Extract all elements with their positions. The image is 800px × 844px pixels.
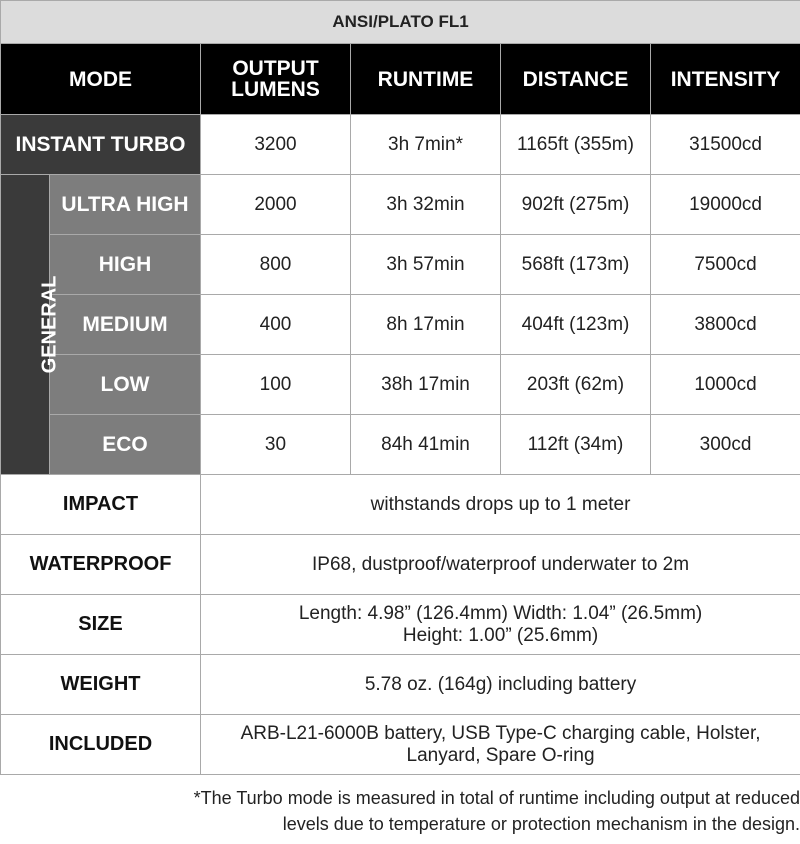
distance-cell: 1165ft (355m)	[501, 115, 651, 175]
general-label-text: GENERAL	[38, 275, 61, 374]
table-header-row	[1, 44, 800, 115]
header-output-line1: OUTPUT	[232, 57, 319, 80]
feature-row-included	[1, 715, 800, 775]
output-cell: 3200	[201, 115, 351, 175]
table-row	[1, 175, 800, 235]
mode-cell: MEDIUM	[50, 295, 201, 355]
footnote-line2: levels due to temperature or protection mechanism in the design.	[282, 814, 800, 834]
feature-value-line1: withstands drops up to 1 meter	[370, 493, 631, 515]
feature-value	[201, 655, 800, 715]
output-cell: 400	[201, 295, 351, 355]
intensity-cell: 1000cd	[651, 355, 800, 415]
general-group-label	[1, 175, 61, 475]
table-row-turbo	[1, 115, 800, 175]
feature-value	[201, 595, 800, 655]
output-cell: 800	[201, 235, 351, 295]
table-title: ANSI/PLATO FL1	[1, 1, 800, 44]
feature-value	[201, 535, 800, 595]
feature-value-line1: Length: 4.98” (126.4mm) Width: 1.04” (26.5mm)	[298, 602, 703, 624]
feature-label: WEIGHT	[1, 655, 201, 715]
feature-value-line1: 5.78 oz. (164g) including battery	[364, 673, 637, 695]
mode-cell: HIGH	[50, 235, 201, 295]
table-row	[1, 295, 800, 355]
header-output-line2: LUMENS	[231, 78, 320, 101]
feature-value	[201, 475, 800, 535]
mode-cell: INSTANT TURBO	[1, 115, 201, 175]
header-intensity: INTENSITY	[651, 44, 800, 115]
mode-cell: LOW	[50, 355, 201, 415]
mode-cell: ULTRA HIGH	[50, 175, 201, 235]
header-output-lumens	[201, 44, 351, 115]
feature-row-weight	[1, 655, 800, 715]
distance-cell: 112ft (34m)	[501, 415, 651, 475]
footnote-line1: *The Turbo mode is measured in total of runtime including output at reduced	[193, 788, 800, 808]
intensity-cell: 31500cd	[651, 115, 800, 175]
intensity-cell: 7500cd	[651, 235, 800, 295]
feature-label: IMPACT	[1, 475, 201, 535]
header-mode: MODE	[1, 44, 201, 115]
table-row	[1, 235, 800, 295]
mode-cell: ECO	[50, 415, 201, 475]
runtime-cell: 84h 41min	[351, 415, 501, 475]
table-row	[1, 415, 800, 475]
feature-row-size	[1, 595, 800, 655]
header-runtime: RUNTIME	[351, 44, 501, 115]
runtime-cell: 38h 17min	[351, 355, 501, 415]
feature-label: INCLUDED	[1, 715, 201, 775]
feature-label: SIZE	[1, 595, 201, 655]
feature-value	[201, 715, 800, 775]
intensity-cell: 300cd	[651, 415, 800, 475]
runtime-cell: 3h 32min	[351, 175, 501, 235]
feature-value-line1: ARB-L21-6000B battery, USB Type-C charging cable, Holster,	[240, 722, 761, 744]
distance-cell: 404ft (123m)	[501, 295, 651, 355]
runtime-cell: 3h 7min*	[351, 115, 501, 175]
output-cell: 2000	[201, 175, 351, 235]
runtime-cell: 8h 17min	[351, 295, 501, 355]
distance-cell: 902ft (275m)	[501, 175, 651, 235]
feature-value-line1: IP68, dustproof/waterproof underwater to 2m	[312, 553, 690, 575]
intensity-cell: 19000cd	[651, 175, 800, 235]
header-distance: DISTANCE	[501, 44, 651, 115]
distance-cell: 203ft (62m)	[501, 355, 651, 415]
output-cell: 100	[201, 355, 351, 415]
intensity-cell: 3800cd	[651, 295, 800, 355]
feature-value-line2: Lanyard, Spare O-ring	[406, 744, 595, 766]
feature-row-waterproof	[1, 535, 800, 595]
output-cell: 30	[201, 415, 351, 475]
runtime-cell: 3h 57min	[351, 235, 501, 295]
feature-value-line2: Height: 1.00” (25.6mm)	[402, 624, 599, 646]
table-row	[1, 355, 800, 415]
feature-label: WATERPROOF	[1, 535, 201, 595]
footnote	[0, 775, 800, 837]
distance-cell: 568ft (173m)	[501, 235, 651, 295]
feature-row-impact	[1, 475, 800, 535]
table-title-row	[1, 1, 800, 44]
